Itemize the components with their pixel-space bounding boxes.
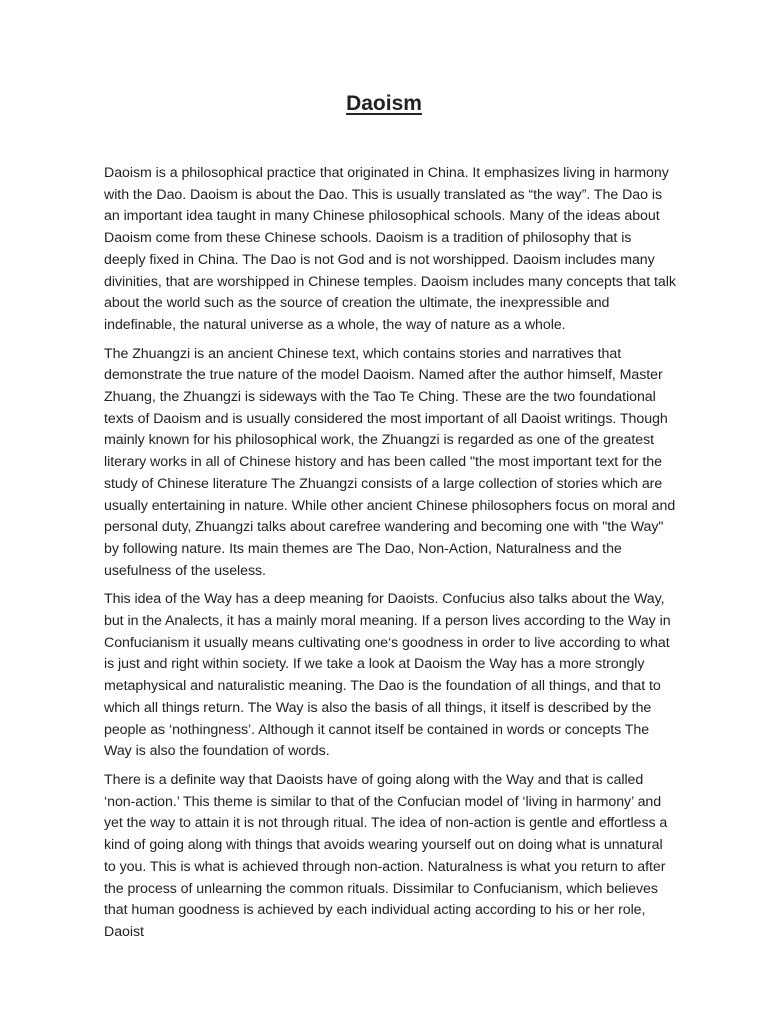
document-body [104,163,676,951]
paragraph-zhuangzi: The Zhuangzi is an ancient Chinese text, which contains stories and narratives that demonstrate the true nature of the model Daoism. Named after the author himself, Master Zhuang, the Zhuangzi is sideways with the Tao Te Ching. These are the two foundational texts of Daoism and is usually considered the most important of all Daoist writings. Though mainly known for his philosophical work, the Zhuangzi is regarded as one of the greatest literary works in all of Chinese history and has been called "the most important text for the study of Chinese literature The Zhuangzi consists of a large collection of stories which are usually entertaining in nature. While other ancient Chinese philosophers focus on moral and personal duty, Zhuangzi talks about carefree wandering and becoming one with "the Way" by following nature. Its main themes are The Dao, Non-Action, Naturalness and the usefulness of the useless. [104,345,676,579]
paragraph-the-way: This idea of the Way has a deep meaning for Daoists. Confucius also talks about the Way, but in the Analects, it has a mainly moral meaning. If a person lives according to the Way in Confucianism it usually means cultivating one‘s goodness in order to live according to what is just and right within society. If we take a look at Daoism the Way has a more strongly metaphysical and naturalistic meaning. The Dao is the foundation of all things, and that to which all things return. The Way is also the basis of all things, it itself is described by the people as ‘nothingness’. Although it cannot itself be contained in words or concepts The Way is also the foundation of words. [104,591,671,760]
paragraph-intro: Daoism is a philosophical practice that originated in China. It emphasizes living in harmony with the Dao. Daoism is about the Dao. This is usually translated as “the way”. The Dao is an important idea taught in many Chinese philosophical schools. Many of the ideas about Daoism come from these Chinese schools. Daoism is a tradition of philosophy that is deeply fixed in China. The Dao is not God and is not worshipped. Daoism includes many divinities, that are worshipped in Chinese temples. Daoism includes many concepts that talk about the world such as the source of creation the ultimate, the inexpressible and indefinable, the natural universe as a whole, the way of nature as a whole. [104,165,676,333]
document-title: Daoism [346,92,422,115]
paragraph-non-action: There is a definite way that Daoists have of going along with the Way and that is called ‘non-action.’ This theme is similar to that of the Confucian model of ‘living in harmony’ and yet the way to attain it is not through ritual. The idea of non-action is gentle and effortless a kind of going along with things that avoids wearing yourself out on doing what is unnatural to you. This is what is achieved through non-action. Naturalness is what you return to after the process of unlearning the common rituals. Dissimilar to Confucianism, which believes that human goodness is achieved by each individual acting according to his or her role, Daoist [104,771,668,940]
